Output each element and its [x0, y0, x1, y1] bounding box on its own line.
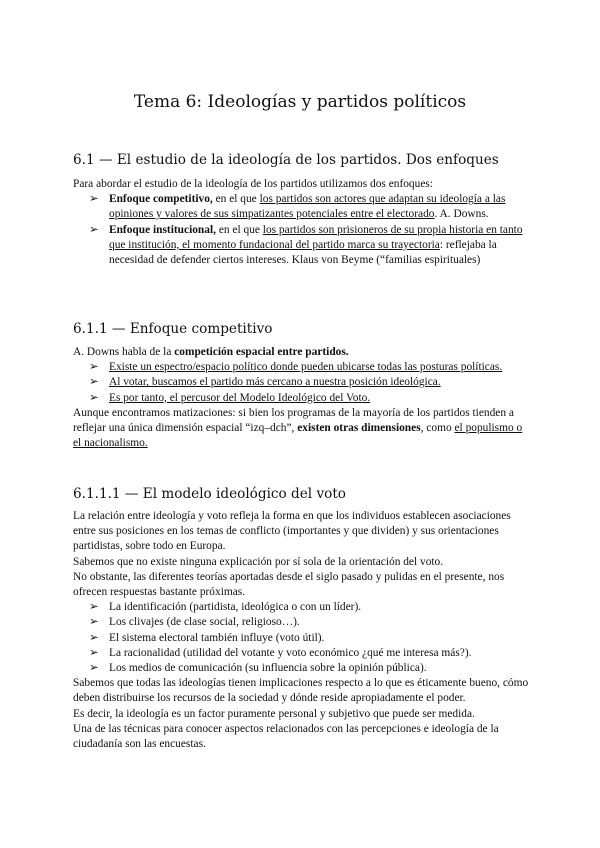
paragraph: [73, 406, 533, 452]
section-body-6-1-1-1: [73, 509, 533, 752]
text-fragment: : reflejaba la necesidad de defender ciertos intereses. Klaus von Beyme (“familias espirituales): [109, 238, 497, 267]
section-heading-6-1-1: 6.1.1 — Enfoque competitivo: [73, 321, 273, 337]
list-item: [73, 600, 533, 615]
arrow-bullet-icon: ➢: [89, 391, 99, 404]
paragraph: No obstante, las diferentes teorías aportadas desde el siglo pasado y pulidas en el presente, nos ofrecen respuestas bastante próximas.: [73, 570, 505, 599]
term-bold: competición espacial entre partidos.: [174, 346, 349, 358]
list-item: [73, 391, 533, 406]
list-item: [73, 615, 533, 630]
list-text: La racionalidad (utilidad del votante y voto económico ¿qué me interesa más?).: [109, 646, 472, 659]
section-intro: [73, 345, 533, 360]
text-fragment: A. Downs habla de la: [73, 346, 175, 358]
section-heading-6-1-1-1: 6.1.1.1 — El modelo ideológico del voto: [73, 486, 346, 502]
underlined-text: los partidos son prisioneros de su propia historia en tanto que institución, el momento fundacional del partido marca su trayectoria: [109, 223, 523, 251]
arrow-bullet-icon: ➢: [89, 601, 99, 614]
list-item: [73, 223, 533, 269]
list-item: [73, 192, 533, 222]
section-heading-6-1: 6.1 — El estudio de la ideología de los partidos. Dos enfoques: [73, 152, 499, 168]
list-text: La identificación (partidista, ideológica o con un líder).: [109, 601, 362, 614]
list-item: [73, 631, 533, 646]
arrow-bullet-icon: ➢: [89, 376, 99, 389]
list-item: [73, 661, 533, 676]
term-bold: Enfoque competitivo,: [109, 193, 213, 206]
page-title: Tema 6: Ideologías y partidos políticos: [133, 92, 467, 112]
section-body-6-1: [73, 177, 533, 268]
arrow-bullet-icon: ➢: [89, 631, 99, 644]
paragraph: La relación entre ideología y voto refleja la forma en que los individuos establecen asociaciones entre sus posiciones en los temas de conflicto (importantes y que dividen) y sus orientaciones partidistas, sobre todo en Europa.: [73, 510, 511, 553]
list-item: [73, 375, 533, 390]
underlined-text: los partidos son actores que adaptan su ideología a las opiniones y valores de sus simpatizantes potenciales entre el electorado: [109, 193, 506, 221]
underlined-text: Es por tanto, el percusor del Modelo Ideológico del Voto.: [109, 391, 371, 404]
paragraph: Sabemos que no existe ninguna explicación por sí sola de la orientación del voto.: [73, 555, 444, 568]
arrow-bullet-icon: ➢: [89, 662, 99, 675]
arrow-bullet-icon: ➢: [89, 193, 99, 206]
list-text: Los medios de comunicación (su influencia sobre la opinión pública).: [109, 662, 427, 675]
text-fragment: Aunque encontramos matizaciones: si bien los programas de la mayoría de los partidos tienden a reflejar una única dimensión espacial “izq–dch”,: [73, 406, 514, 435]
paragraph: Sabemos que todas las ideologías tienen implicaciones respecto a lo que es éticamente bueno, cómo deben distribuirse los recursos de la sociedad y dónde reside apropiadamente el poder.: [73, 677, 529, 705]
list-item: [73, 360, 533, 375]
text-fragment: en el que: [212, 193, 260, 206]
text-fragment: . A. Downs.: [434, 208, 489, 221]
term-bold: existen otras dimensiones: [297, 422, 421, 435]
underlined-text: Al votar, buscamos el partido más cercano a nuestra posición ideológica.: [109, 376, 441, 389]
competitive-list: [73, 360, 533, 406]
text-fragment: en el que: [215, 223, 263, 236]
arrow-bullet-icon: ➢: [89, 361, 99, 374]
paragraph: Es decir, la ideología es un factor puramente personal y subjetivo que puede ser medida.: [73, 707, 475, 720]
text-fragment: , como: [420, 422, 455, 435]
section-intro: Para abordar el estudio de la ideología de los partidos utilizamos dos enfoques:: [73, 178, 433, 190]
arrow-bullet-icon: ➢: [89, 616, 99, 629]
section-body-6-1-1: [73, 345, 533, 451]
list-item: [73, 646, 533, 661]
underlined-text: el populismo o el nacionalismo.: [73, 422, 523, 450]
term-bold: Enfoque institucional,: [109, 223, 216, 236]
arrow-bullet-icon: ➢: [89, 223, 99, 236]
list-text: El sistema electoral también influye (voto útil).: [109, 631, 325, 644]
underlined-text: Existe un espectro/espacio político donde pueden ubicarse todas las posturas políticas.: [109, 361, 503, 374]
approach-list: [73, 192, 533, 268]
vote-factors-list: [73, 600, 533, 676]
paragraph: Una de las técnicas para conocer aspectos relacionados con las percepciones e ideología de la ciudadanía son las encuestas.: [73, 722, 499, 751]
arrow-bullet-icon: ➢: [89, 646, 99, 659]
list-text: Los clivajes (de clase social, religioso…).: [109, 616, 300, 629]
